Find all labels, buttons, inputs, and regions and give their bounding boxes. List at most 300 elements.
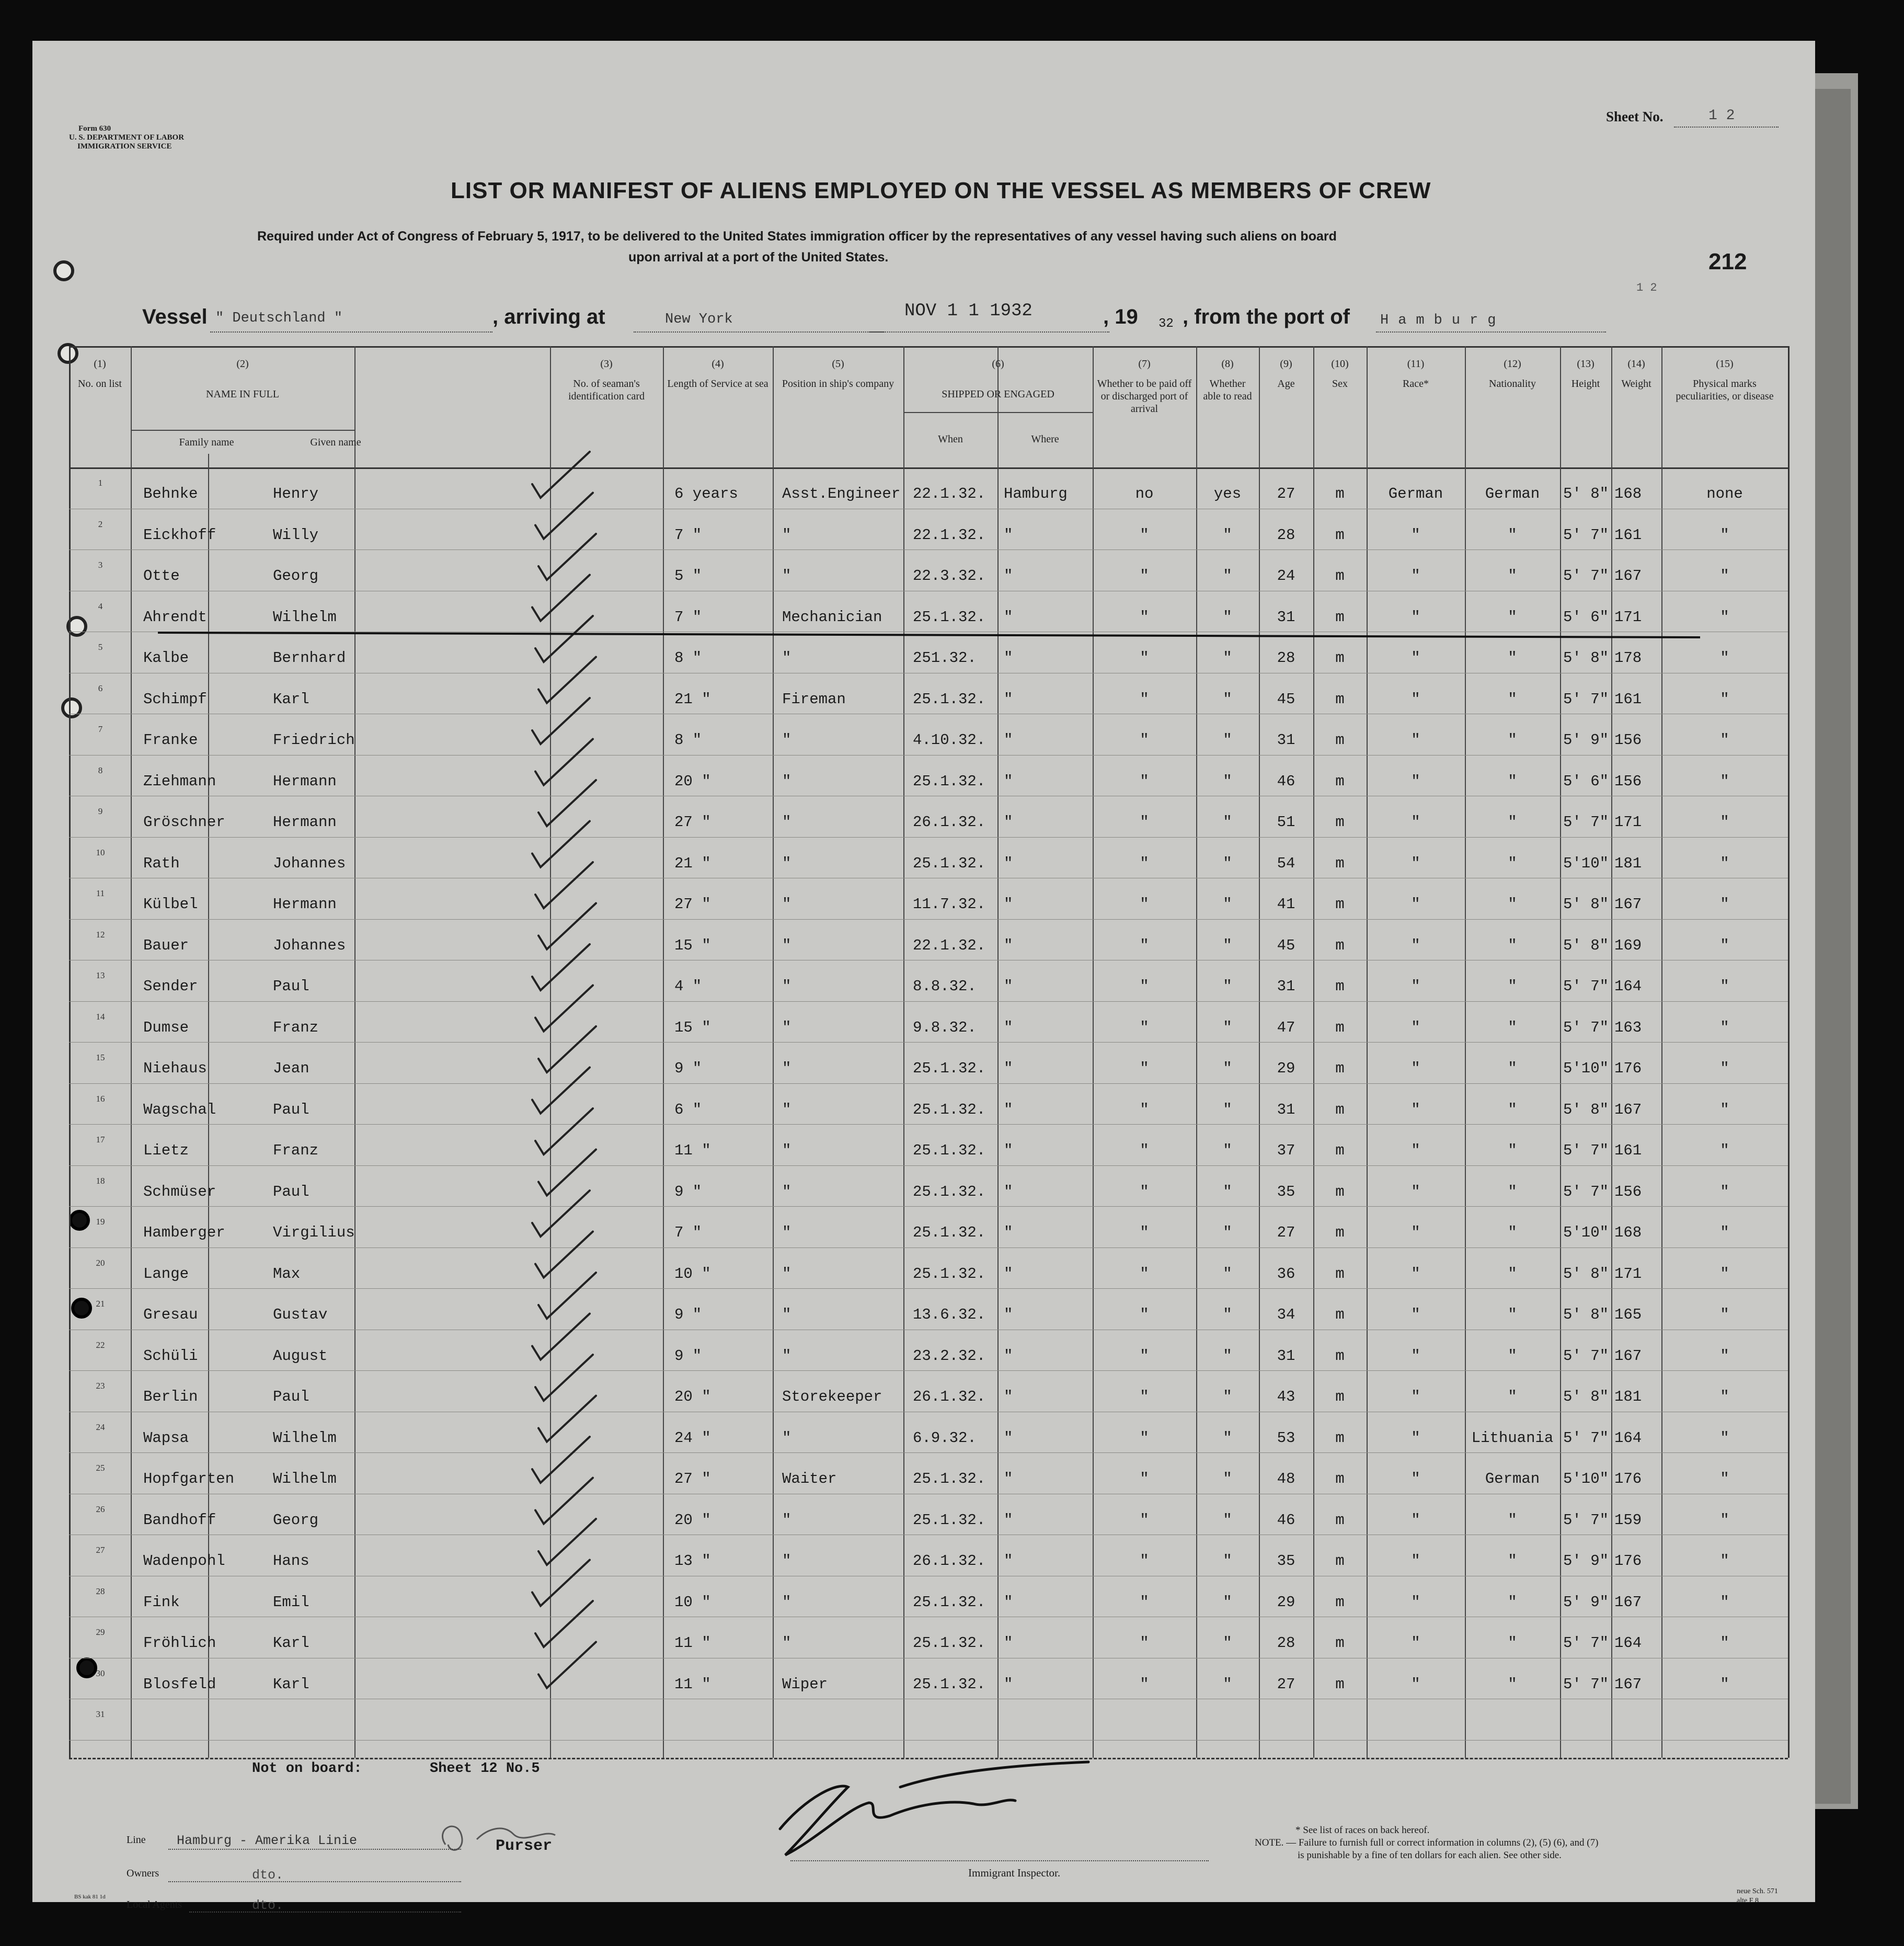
cell-where: " — [1004, 690, 1013, 708]
cell-age: 36 — [1277, 1265, 1295, 1283]
cell-read: " — [1223, 1306, 1232, 1323]
cell-marks: " — [1720, 772, 1729, 790]
check-mark — [538, 1642, 596, 1688]
cell-age: 31 — [1277, 608, 1295, 626]
column-header: Whether able to read — [1203, 378, 1252, 402]
cell-age: 53 — [1277, 1429, 1295, 1447]
cell-given: Max — [273, 1265, 301, 1283]
cell-nationality: " — [1508, 1101, 1517, 1118]
cell-nationality: German — [1485, 1470, 1540, 1487]
cell-sex: m — [1335, 772, 1345, 790]
cell-when: 25.1.32. — [913, 1634, 986, 1652]
check-mark — [535, 862, 593, 908]
cell-nationality: " — [1508, 690, 1517, 708]
check-mark — [538, 1150, 596, 1196]
cell-given: Hans — [273, 1552, 309, 1570]
cell-given: Karl — [273, 1675, 309, 1693]
row-number: 24 — [96, 1422, 105, 1432]
cell-where: " — [1004, 814, 1013, 831]
cell-paid: " — [1140, 1429, 1149, 1447]
cell-height: 5' 7" — [1563, 978, 1609, 995]
column-header: Height — [1571, 378, 1600, 390]
cell-when: 26.1.32. — [913, 1388, 986, 1405]
cell-position: " — [782, 1511, 792, 1529]
row-number: 30 — [96, 1668, 105, 1678]
cell-nationality: " — [1508, 1306, 1517, 1323]
cell-age: 34 — [1277, 1306, 1295, 1323]
cell-sex: m — [1335, 567, 1345, 585]
cell-sex: m — [1335, 936, 1345, 954]
cell-service: 10 " — [674, 1593, 711, 1611]
subcolumn-header: Family name — [179, 437, 234, 448]
column-number: (6) — [992, 358, 1004, 370]
cell-race: " — [1411, 936, 1420, 954]
cell-service: 20 " — [674, 1388, 711, 1405]
owners-rule — [168, 1881, 461, 1882]
cell-height: 5' 6" — [1563, 772, 1609, 790]
cell-sex: m — [1335, 690, 1345, 708]
cell-family: Franke — [143, 731, 198, 749]
cell-service: 8 " — [674, 731, 702, 749]
cell-service: 15 " — [674, 1018, 711, 1036]
row-number: 6 — [98, 683, 103, 693]
cell-marks: " — [1720, 608, 1729, 626]
check-mark — [532, 1068, 590, 1114]
cell-when: 25.1.32. — [913, 608, 986, 626]
cell-paid: " — [1140, 772, 1149, 790]
check-mark — [535, 1355, 593, 1401]
cell-position: " — [782, 896, 792, 913]
cell-marks: " — [1720, 1470, 1729, 1487]
cell-read: " — [1223, 978, 1232, 995]
cell-nationality: " — [1508, 1347, 1517, 1365]
cell-age: 24 — [1277, 567, 1295, 585]
cell-weight: 167 — [1614, 1675, 1642, 1693]
row-number: 2 — [98, 519, 103, 529]
cell-nationality: " — [1508, 526, 1517, 544]
cell-position: " — [782, 1224, 792, 1241]
cell-read: " — [1223, 1675, 1232, 1693]
cell-paid: " — [1140, 1634, 1149, 1652]
column-header: Nationality — [1489, 378, 1536, 390]
cell-weight: 178 — [1614, 649, 1642, 667]
cell-where: " — [1004, 1634, 1013, 1652]
schedule-mark-old: alte F 8 — [1737, 1897, 1759, 1905]
cell-given: Paul — [273, 1101, 309, 1118]
cell-weight: 159 — [1614, 1511, 1642, 1529]
cell-where: " — [1004, 1675, 1013, 1693]
column-number: (12) — [1504, 358, 1521, 370]
check-mark — [535, 986, 593, 1032]
cell-height: 5' 8" — [1563, 485, 1609, 502]
cell-sex: m — [1335, 485, 1345, 502]
cell-read: " — [1223, 731, 1232, 749]
sheet-number: 1 2 — [1708, 108, 1735, 124]
cell-family: Lietz — [143, 1142, 189, 1159]
cell-family: Wagschal — [143, 1101, 216, 1118]
cell-age: 46 — [1277, 1511, 1295, 1529]
page-number-small: 1 2 — [1636, 281, 1657, 294]
cell-sex: m — [1335, 1018, 1345, 1036]
cell-marks: " — [1720, 1306, 1729, 1323]
cell-when: 25.1.32. — [913, 1470, 986, 1487]
cell-family: Schmüser — [143, 1183, 216, 1200]
cell-service: 6 " — [674, 1101, 702, 1118]
cell-height: 5' 9" — [1563, 1593, 1609, 1611]
cell-position: " — [782, 567, 792, 585]
cell-height: 5' 8" — [1563, 1265, 1609, 1283]
cell-sex: m — [1335, 1306, 1345, 1323]
strikethrough-line — [158, 633, 1700, 637]
cell-position: " — [782, 1429, 792, 1447]
cell-given: Wilhelm — [273, 1470, 337, 1487]
cell-read: " — [1223, 526, 1232, 544]
cell-sex: m — [1335, 608, 1345, 626]
cell-read: " — [1223, 1388, 1232, 1405]
cell-marks: " — [1720, 1593, 1729, 1611]
cell-given: Johannes — [273, 936, 346, 954]
cell-where: Hamburg — [1004, 485, 1068, 502]
check-mark — [535, 493, 593, 539]
cell-height: 5' 7" — [1563, 1675, 1609, 1693]
cell-weight: 165 — [1614, 1306, 1642, 1323]
check-mark — [538, 1519, 596, 1565]
cell-height: 5' 7" — [1563, 1347, 1609, 1365]
cell-position: " — [782, 1593, 792, 1611]
check-mark — [535, 1478, 593, 1524]
cell-service: 20 " — [674, 772, 711, 790]
cell-weight: 176 — [1614, 1552, 1642, 1570]
cell-when: 25.1.32. — [913, 1675, 986, 1693]
row-number: 9 — [98, 806, 103, 816]
row-number: 4 — [98, 601, 103, 611]
agents-label: Local Agents — [127, 1899, 182, 1910]
cell-when: 22.1.32. — [913, 526, 986, 544]
cell-where: " — [1004, 772, 1013, 790]
cell-age: 37 — [1277, 1142, 1295, 1159]
cell-age: 51 — [1277, 814, 1295, 831]
cell-weight: 167 — [1614, 1101, 1642, 1118]
cell-paid: " — [1140, 526, 1149, 544]
cell-when: 25.1.32. — [913, 1224, 986, 1241]
cell-where: " — [1004, 1018, 1013, 1036]
check-mark — [532, 575, 590, 621]
column-number: (1) — [94, 358, 106, 370]
cell-where: " — [1004, 1347, 1013, 1365]
cell-when: 23.2.32. — [913, 1347, 986, 1365]
cell-paid: " — [1140, 978, 1149, 995]
column-number: (11) — [1407, 358, 1425, 370]
year-value: 32 — [1159, 317, 1174, 331]
cell-position: " — [782, 1142, 792, 1159]
column-header: Sex — [1332, 378, 1348, 390]
cell-service: 7 " — [674, 608, 702, 626]
line-value: Hamburg - Amerika Linie — [177, 1833, 358, 1848]
check-mark — [532, 1191, 590, 1237]
cell-height: 5' 6" — [1563, 608, 1609, 626]
cell-marks: " — [1720, 1018, 1729, 1036]
cell-height: 5' 7" — [1563, 567, 1609, 585]
owners-label: Owners — [127, 1868, 159, 1879]
cell-weight: 176 — [1614, 1060, 1642, 1077]
cell-where: " — [1004, 936, 1013, 954]
cell-height: 5' 8" — [1563, 1306, 1609, 1323]
cell-weight: 161 — [1614, 690, 1642, 708]
cell-paid: " — [1140, 1265, 1149, 1283]
cell-nationality: " — [1508, 608, 1517, 626]
cell-family: Sender — [143, 978, 198, 995]
cell-given: Friedrich — [273, 731, 355, 749]
cell-position: Asst.Engineer — [782, 485, 901, 502]
check-mark — [532, 944, 590, 990]
cell-when: 25.1.32. — [913, 1101, 986, 1118]
cell-service: 15 " — [674, 936, 711, 954]
cell-nationality: German — [1485, 485, 1540, 502]
cell-service: 21 " — [674, 854, 711, 872]
row-number: 25 — [96, 1463, 105, 1473]
cell-height: 5'10" — [1563, 1224, 1609, 1241]
cell-weight: 171 — [1614, 1265, 1642, 1283]
column-header: Race* — [1403, 378, 1429, 390]
cell-paid: " — [1140, 1101, 1149, 1118]
cell-marks: " — [1720, 896, 1729, 913]
cell-sex: m — [1335, 1347, 1345, 1365]
cell-sex: m — [1335, 731, 1345, 749]
cell-height: 5'10" — [1563, 1060, 1609, 1077]
cell-age: 35 — [1277, 1552, 1295, 1570]
cell-paid: " — [1140, 690, 1149, 708]
cell-read: " — [1223, 1511, 1232, 1529]
row-number: 1 — [98, 478, 103, 488]
cell-nationality: " — [1508, 1552, 1517, 1570]
cell-position: " — [782, 1101, 792, 1118]
cell-when: 11.7.32. — [913, 896, 986, 913]
cell-sex: m — [1335, 1675, 1345, 1693]
cell-weight: 167 — [1614, 1593, 1642, 1611]
cell-height: 5' 8" — [1563, 649, 1609, 667]
cell-height: 5' 7" — [1563, 690, 1609, 708]
cell-family: Fink — [143, 1593, 180, 1611]
cell-weight: 167 — [1614, 567, 1642, 585]
cell-given: Wilhelm — [273, 608, 337, 626]
cell-sex: m — [1335, 649, 1345, 667]
cell-marks: " — [1720, 1060, 1729, 1077]
cell-nationality: " — [1508, 1018, 1517, 1036]
cell-position: " — [782, 936, 792, 954]
cell-weight: 176 — [1614, 1470, 1642, 1487]
cell-race: " — [1411, 731, 1420, 749]
cell-family: Bandhoff — [143, 1511, 216, 1529]
cell-race: " — [1411, 1142, 1420, 1159]
cell-nationality: Lithuania — [1471, 1429, 1554, 1447]
cell-service: 11 " — [674, 1675, 711, 1693]
cell-service: 20 " — [674, 1511, 711, 1529]
cell-age: 47 — [1277, 1018, 1295, 1036]
column-number: (8) — [1221, 358, 1234, 370]
row-number: 7 — [98, 724, 103, 734]
column-number: (9) — [1280, 358, 1292, 370]
cell-age: 28 — [1277, 649, 1295, 667]
cell-nationality: " — [1508, 1511, 1517, 1529]
cell-height: 5' 7" — [1563, 1429, 1609, 1447]
column-header: Whether to be paid off or discharged port of arrival — [1097, 378, 1192, 415]
column-header: Age — [1277, 378, 1295, 390]
check-mark — [538, 657, 596, 703]
check-mark — [535, 1232, 593, 1278]
check-mark — [535, 739, 593, 785]
cell-family: Behnke — [143, 485, 198, 502]
cell-sex: m — [1335, 814, 1345, 831]
cell-age: 29 — [1277, 1060, 1295, 1077]
cell-position: " — [782, 1018, 792, 1036]
cell-age: 28 — [1277, 526, 1295, 544]
cell-position: " — [782, 978, 792, 995]
cell-sex: m — [1335, 1429, 1345, 1447]
cell-nationality: " — [1508, 1675, 1517, 1693]
cell-given: Georg — [273, 567, 319, 585]
cell-marks: " — [1720, 1634, 1729, 1652]
cell-family: Dumse — [143, 1018, 189, 1036]
cell-paid: " — [1140, 1060, 1149, 1077]
cell-height: 5' 7" — [1563, 526, 1609, 544]
cell-where: " — [1004, 567, 1013, 585]
cell-paid: " — [1140, 1593, 1149, 1611]
cell-read: " — [1223, 1347, 1232, 1365]
cell-marks: " — [1720, 526, 1729, 544]
cell-sex: m — [1335, 1265, 1345, 1283]
cell-read: " — [1223, 896, 1232, 913]
cell-age: 31 — [1277, 731, 1295, 749]
cell-given: Jean — [273, 1060, 309, 1077]
cell-weight: 168 — [1614, 485, 1642, 502]
cell-nationality: " — [1508, 649, 1517, 667]
cell-when: 25.1.32. — [913, 690, 986, 708]
cell-weight: 171 — [1614, 608, 1642, 626]
cell-family: Otte — [143, 567, 180, 585]
cell-family: Eickhoff — [143, 526, 216, 544]
cell-service: 4 " — [674, 978, 702, 995]
cell-nationality: " — [1508, 731, 1517, 749]
cell-given: Johannes — [273, 854, 346, 872]
cell-where: " — [1004, 854, 1013, 872]
cell-service: 21 " — [674, 690, 711, 708]
cell-age: 46 — [1277, 772, 1295, 790]
cell-paid: no — [1135, 485, 1154, 502]
cell-nationality: " — [1508, 978, 1517, 995]
cell-service: 7 " — [674, 1224, 702, 1241]
cell-nationality: " — [1508, 1060, 1517, 1077]
cell-marks: " — [1720, 1183, 1729, 1200]
cell-family: Wapsa — [143, 1429, 189, 1447]
row-number: 22 — [96, 1340, 105, 1350]
row-number: 8 — [98, 765, 103, 775]
check-mark — [535, 616, 593, 662]
cell-where: " — [1004, 649, 1013, 667]
cell-position: " — [782, 814, 792, 831]
cell-when: 6.9.32. — [913, 1429, 977, 1447]
cell-age: 31 — [1277, 1101, 1295, 1118]
subcolumn-header: When — [938, 433, 963, 445]
row-number: 15 — [96, 1052, 105, 1062]
cell-service: 9 " — [674, 1306, 702, 1323]
cell-race: " — [1411, 1388, 1420, 1405]
column-number: (5) — [832, 358, 844, 370]
cell-when: 22.3.32. — [913, 567, 986, 585]
cell-age: 27 — [1277, 485, 1295, 502]
cell-race: " — [1411, 649, 1420, 667]
cell-marks: " — [1720, 936, 1729, 954]
cell-paid: " — [1140, 1552, 1149, 1570]
cell-age: 31 — [1277, 978, 1295, 995]
row-number: 19 — [96, 1217, 105, 1227]
cell-paid: " — [1140, 1306, 1149, 1323]
cell-paid: " — [1140, 731, 1149, 749]
row-number: 14 — [96, 1011, 105, 1022]
cell-nationality: " — [1508, 1593, 1517, 1611]
cell-marks: " — [1720, 567, 1729, 585]
check-mark — [538, 1273, 596, 1319]
cell-nationality: " — [1508, 772, 1517, 790]
cell-weight: 156 — [1614, 1183, 1642, 1200]
cell-given: Hermann — [273, 772, 337, 790]
cell-marks: " — [1720, 854, 1729, 872]
cell-weight: 164 — [1614, 1429, 1642, 1447]
cell-race: " — [1411, 1593, 1420, 1611]
row-number: 5 — [98, 642, 103, 652]
cell-given: Paul — [273, 978, 309, 995]
row-number: 23 — [96, 1381, 105, 1391]
cell-marks: " — [1720, 1101, 1729, 1118]
cell-read: " — [1223, 1224, 1232, 1241]
cell-race: " — [1411, 1347, 1420, 1365]
column-number: (4) — [712, 358, 724, 370]
cell-paid: " — [1140, 1511, 1149, 1529]
cell-weight: 164 — [1614, 1634, 1642, 1652]
cell-paid: " — [1140, 814, 1149, 831]
cell-position: " — [782, 1060, 792, 1077]
cell-weight: 167 — [1614, 896, 1642, 913]
cell-read: " — [1223, 608, 1232, 626]
cell-paid: " — [1140, 1018, 1149, 1036]
cell-position: " — [782, 649, 792, 667]
cell-when: 25.1.32. — [913, 1142, 986, 1159]
cell-race: " — [1411, 772, 1420, 790]
cell-given: Paul — [273, 1388, 309, 1405]
check-mark — [538, 1026, 596, 1072]
cell-race: " — [1411, 567, 1420, 585]
note-races: * See list of races on back hereof. — [1295, 1825, 1430, 1836]
cell-given: Emil — [273, 1593, 309, 1611]
cell-where: " — [1004, 1470, 1013, 1487]
cell-sex: m — [1335, 526, 1345, 544]
cell-weight: 163 — [1614, 1018, 1642, 1036]
cell-given: Franz — [273, 1142, 319, 1159]
cell-height: 5' 8" — [1563, 1101, 1609, 1118]
cell-nationality: " — [1508, 1183, 1517, 1200]
cell-family: Blosfeld — [143, 1675, 216, 1693]
cell-sex: m — [1335, 1101, 1345, 1118]
cell-position: Fireman — [782, 690, 846, 708]
cell-when: 25.1.32. — [913, 854, 986, 872]
cell-weight: 167 — [1614, 1347, 1642, 1365]
cell-where: " — [1004, 1511, 1013, 1529]
row-number: 3 — [98, 560, 103, 570]
cell-nationality: " — [1508, 567, 1517, 585]
cell-race: " — [1411, 1060, 1420, 1077]
cell-given: Willy — [273, 526, 319, 544]
cell-height: 5' 8" — [1563, 896, 1609, 913]
cell-when: 26.1.32. — [913, 1552, 986, 1570]
